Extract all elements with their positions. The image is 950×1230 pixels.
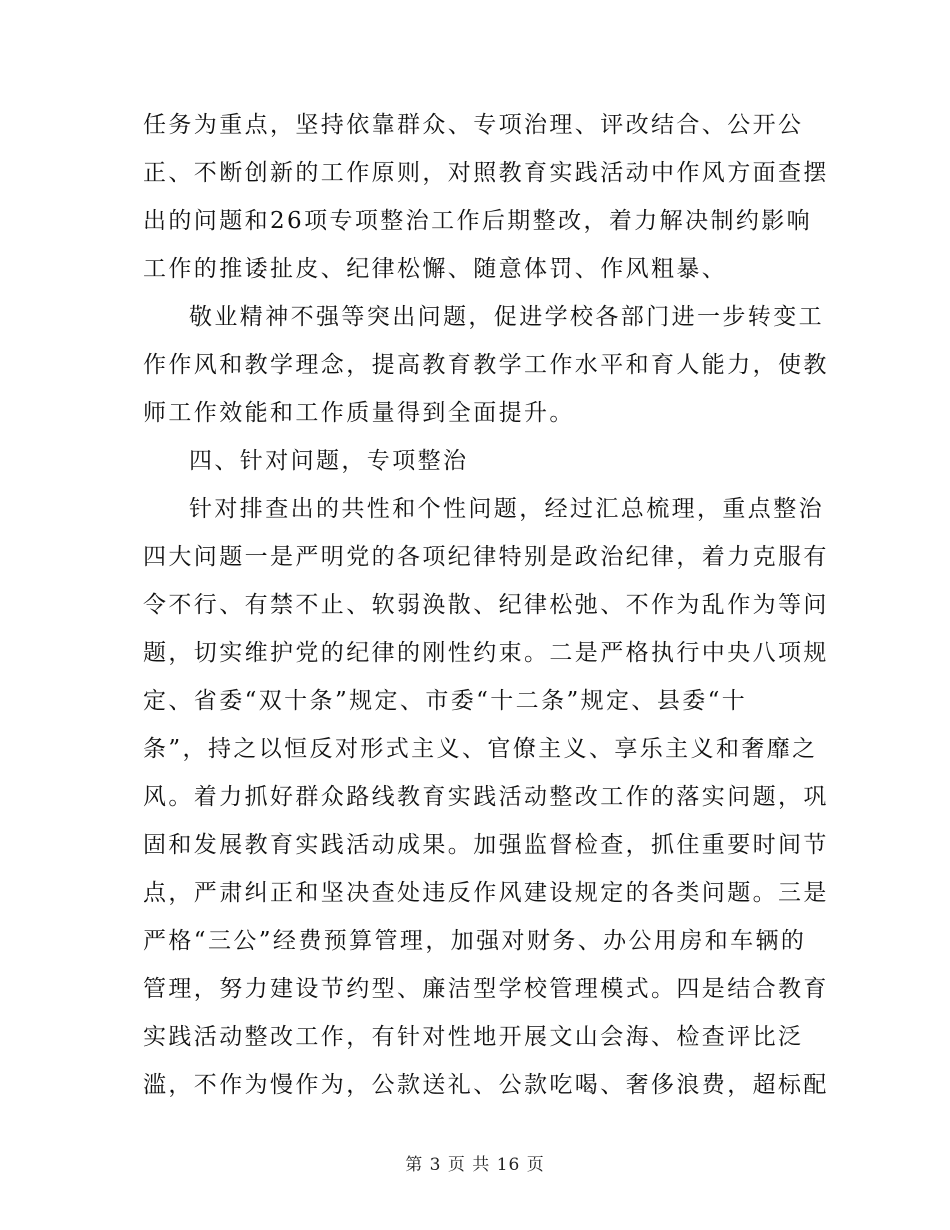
text-line: 四大问题一是严明党的各项纪律特别是政治纪律，着力克服有: [143, 544, 829, 570]
section-heading: 四、针对问题，专项整治: [189, 448, 469, 474]
text-line: 作作风和教学理念，提高教育教学工作水平和育人能力，使教: [143, 352, 829, 378]
text-line: 师工作效能和工作质量得到全面提升。: [143, 400, 575, 426]
document-body: [143, 101, 829, 1109]
text-line: 任务为重点，坚持依靠群众、专项治理、评改结合、公开公: [143, 112, 804, 138]
page-number-footer: 第 3 页 共 16 页: [405, 1155, 545, 1175]
text-line: 滥，不作为慢作为，公款送礼、公款吃喝、奢侈浪费，超标配: [143, 1072, 829, 1098]
text-line: 定、省委“双十条”规定、市委“十二条”规定、县委“十: [143, 688, 748, 714]
text-line: 令不行、有禁不止、软弱涣散、纪律松弛、不作为乱作为等问: [143, 592, 829, 618]
text-line: 点，严肃纠正和坚决查处违反作风建设规定的各类问题。三是: [143, 880, 829, 906]
text-line: 风。着力抓好群众路线教育实践活动整改工作的落实问题，巩: [143, 784, 829, 810]
paragraph-start-line: 敬业精神不强等突出问题，促进学校各部门进一步转变工: [189, 304, 824, 330]
text-line: 正、不断创新的工作原则，对照教育实践活动中作风方面查摆: [143, 160, 829, 186]
text-line: 出的问题和26项专项整治工作后期整改，着力解决制约影响: [143, 208, 813, 234]
paragraph-start-line: 针对排查出的共性和个性问题，经过汇总梳理，重点整治: [189, 496, 824, 522]
text-line: 管理，努力建设节约型、廉洁型学校管理模式。四是结合教育: [143, 976, 829, 1002]
text-line: 工作的推诿扯皮、纪律松懈、随意体罚、作风粗暴、: [143, 256, 728, 282]
text-line: 实践活动整改工作，有针对性地开展文山会海、检查评比泛: [143, 1024, 804, 1050]
text-line: 条”，持之以恒反对形式主义、官僚主义、享乐主义和奢靡之: [143, 736, 818, 762]
text-line: 固和发展教育实践活动成果。加强监督检查，抓住重要时间节: [143, 832, 829, 858]
text-line: 题，切实维护党的纪律的刚性约束。二是严格执行中央八项规: [143, 640, 829, 666]
text-line: 严格“三公”经费预算管理，加强对财务、办公用房和车辆的: [143, 928, 807, 954]
